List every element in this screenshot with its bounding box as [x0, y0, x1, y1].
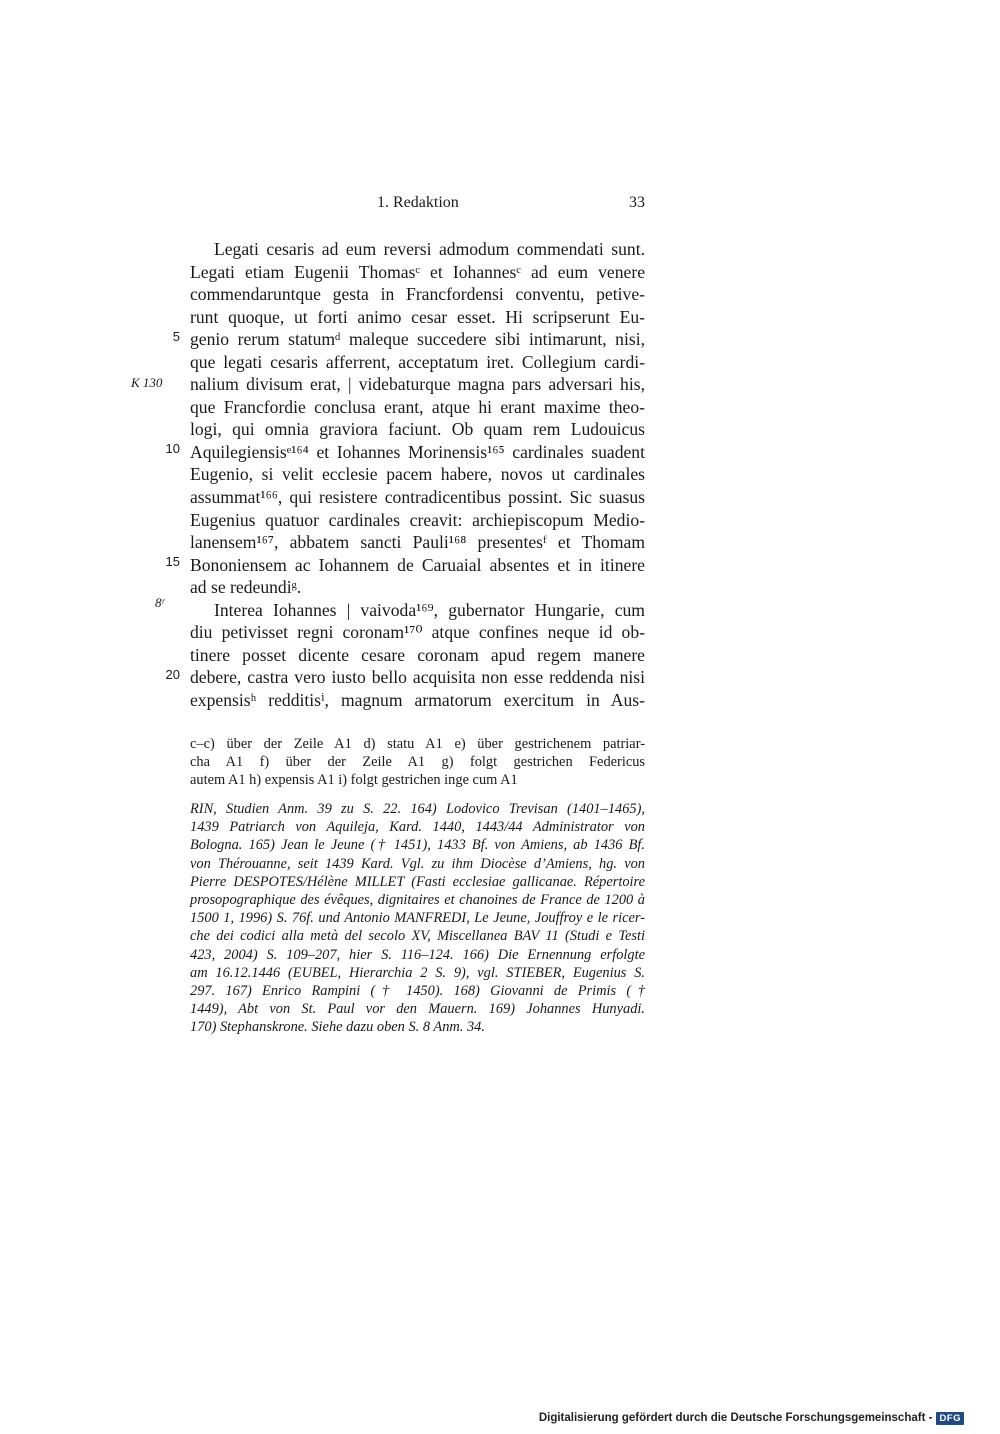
funding-text: Digitalisierung gefördert durch die Deutsche Forschungsgemeinschaft - — [538, 1412, 933, 1424]
text-line: Eugenio, si velit ecclesie pacem habere, novos ut cardinales — [190, 464, 645, 485]
text-line: logi, qui omnia graviora faciunt. Ob quam rem Ludouicus — [190, 419, 645, 440]
footnote-line: von Thérouanne, seit 1439 Kard. Vgl. zu ihm Diocèse d’Amiens, hg. von — [190, 855, 645, 872]
critical-apparatus — [190, 735, 645, 790]
line-number: 10 — [165, 441, 180, 456]
apparatus-line: autem A1 h) expensis A1 i) folgt gestrichen inge cum A1 — [190, 772, 518, 789]
line-number: 20 — [165, 667, 180, 682]
text-line: Eugenius quatuor cardinales creavit: archiepiscopum Medio- — [190, 509, 645, 530]
footnote-line: 1500 1, 1996) S. 76f. und Antonio MANFREDI, Le Jeune, Jouffroy e le ricer- — [190, 910, 645, 927]
text-line: expensisʰ redditisⁱ, magnum armatorum exercitum in Aus- — [190, 689, 645, 710]
text-line: diu petivisset regni coronam¹⁷⁰ atque confines neque id ob- — [190, 622, 645, 643]
text-line: ad se redeundiᵍ. — [190, 577, 302, 598]
text-line: commendaruntque gesta in Francfordensi conventu, petive- — [190, 284, 645, 305]
line-number: 15 — [165, 554, 180, 569]
footnote-line: Pierre DESPOTES/Hélène MILLET (Fasti ecclesiae gallicanae. Répertoire — [190, 873, 645, 890]
main-text — [190, 238, 645, 711]
text-line: genio rerum statumᵈ maleque succedere sibi intimarunt, nisi, — [190, 329, 645, 350]
text-line: Legati etiam Eugenii Thomasᶜ et Iohannesᶜ ad eum venere — [190, 261, 645, 282]
footnote-line: 1449), Abt von St. Paul vor den Mauern. 169) Johannes Hunyadi. — [190, 1001, 645, 1018]
text-line: Legati cesaris ad eum reversi admodum commendati sunt. — [214, 239, 645, 259]
text-line: Bononiensem ac Iohannem de Caruaial absentes et in itinere — [190, 554, 645, 575]
text-line: que legati cesaris afferrent, acceptatum iret. Collegium cardi- — [190, 351, 645, 372]
footnote-line: am 16.12.1446 (EUBEL, Hierarchia 2 S. 9), vgl. STIEBER, Eugenius S. — [190, 964, 645, 981]
footnote-line: 297. 167) Enrico Rampini († 1450). 168) Giovanni de Primis († — [190, 982, 645, 999]
line-number: 5 — [172, 329, 180, 344]
footnote-line: RIN, Studien Anm. 39 zu S. 22. 164) Lodovico Trevisan (1401–1465), — [190, 801, 645, 817]
footnotes — [190, 800, 645, 1036]
margin-note: 8ʳ — [155, 595, 165, 610]
footnote-line: 423, 2004) S. 109–207, hier S. 116–124. 166) Die Ernennung erfolgte — [190, 946, 645, 963]
apparatus-line: cha A1 f) über der Zeile A1 g) folgt gestrichen Federicus — [190, 754, 645, 771]
dfg-logo-icon: DFG — [936, 1412, 964, 1425]
text-line: tinere posset dicente cesare coronam apud regem manere — [190, 644, 645, 665]
text-line: lanensem¹⁶⁷, abbatem sancti Pauli¹⁶⁸ presentesᶠ et Thomam — [190, 532, 645, 553]
margin-note: K 130 — [131, 375, 163, 390]
text-line: que Francfordie conclusa erant, atque hi erant maxime theo- — [190, 396, 645, 417]
footnote-line: 1439 Patriarch von Aquileja, Kard. 1440, 1443/44 Administrator von — [190, 819, 645, 836]
page-number: 33 — [629, 194, 645, 211]
footnote-line: Bologna. 165) Jean le Jeune († 1451), 1433 Bf. von Amiens, ab 1436 Bf. — [190, 837, 645, 854]
text-line: nalium divisum erat, | videbaturque magna pars adversari his, — [190, 374, 645, 395]
footnote-line: che dei codici alla metà del secolo XV, Miscellanea BAV 11 (Studi e Testi — [190, 928, 645, 945]
footnote-line: prosopographique des évêques, dignitaires et chanoines de France de 1200 à — [190, 891, 645, 908]
text-line: assummat¹⁶⁶, qui resistere contradicentibus possint. Sic suasus — [190, 487, 645, 508]
funding-footer — [539, 1410, 964, 1426]
apparatus-line: c–c) über der Zeile A1 d) statu A1 e) über gestrichenem patriar- — [190, 736, 645, 752]
running-head — [190, 194, 645, 216]
text-line: debere, castra vero iusto bello acquisita non esse reddenda nisi — [190, 667, 645, 688]
running-head-title: 1. Redaktion — [377, 194, 459, 211]
footnote-line: 170) Stephanskrone. Siehe dazu oben S. 8 Anm. 34. — [190, 1019, 485, 1036]
text-line: Interea Iohannes | vaivoda¹⁶⁹, gubernator Hungarie, cum — [214, 599, 645, 620]
text-line: Aquilegiensisᵉ¹⁶⁴ et Iohannes Morinensis¹⁶⁵ cardinales suadent — [190, 441, 645, 462]
text-line: runt quoque, ut forti animo cesar esset. Hi scripserunt Eu- — [190, 306, 645, 327]
